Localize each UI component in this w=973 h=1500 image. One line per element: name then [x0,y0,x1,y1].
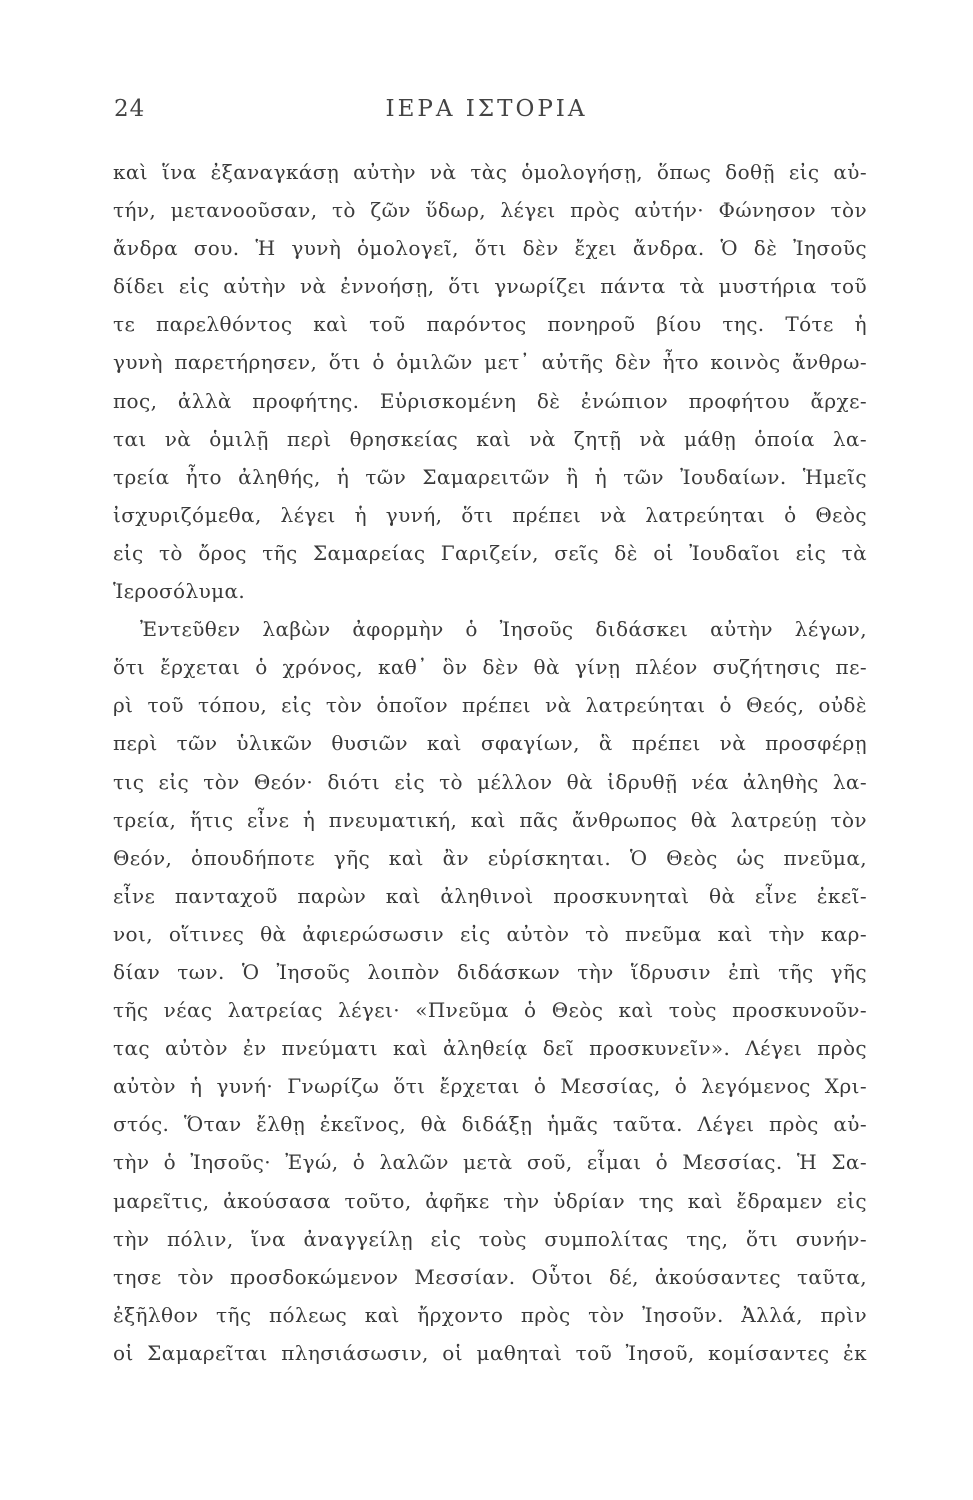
text-line: τας αὐτὸν ἐν πνεύματι καὶ ἀληθείᾳ δεῖ προσκυνεῖν». Λέγει πρὸς [113,1036,867,1061]
text-line: τρεία ἦτο ἀληθής, ἡ τῶν Σαμαρειτῶν ἢ ἡ τῶν Ἰουδαίων. Ἡμεῖς [113,464,867,489]
text-line: ἰσχυριζόμεθα, λέγει ἡ γυνή, ὅτι πρέπει νὰ λατρεύηται ὁ Θεὸς [113,502,867,527]
text-line: στός. Ὅταν ἔλθῃ ἐκεῖνος, θὰ διδάξῃ ἡμᾶς ταῦτα. Λέγει πρὸς αὐ- [113,1112,867,1137]
text-line: Ἐντεῦθεν λαβὼν ἀφορμὴν ὁ Ἰησοῦς διδάσκει αὐτὴν λέγων, [140,617,867,642]
text-line: δίδει εἰς αὐτὴν νὰ ἐννοήσῃ, ὅτι γνωρίζει πάντα τὰ μυστήρια τοῦ [113,274,867,299]
text-line: ὅτι ἔρχεται ὁ χρόνος, καθ᾽ ὃν δὲν θὰ γίνῃ πλέον συζήτησις πε- [113,655,867,680]
text-line: γυνὴ παρετήρησεν, ὅτι ὁ ὁμιλῶν μετ᾽ αὐτῆς δὲν ἦτο κοινὸς ἄνθρω- [113,350,867,375]
text-line: περὶ τῶν ὑλικῶν θυσιῶν καὶ σφαγίων, ἃ πρέπει νὰ προσφέρῃ [113,731,867,756]
text-line: ται νὰ ὁμιλῇ περὶ θρησκείας καὶ νὰ ζητῇ νὰ μάθῃ ὁποία λα- [113,426,867,451]
text-line: ἄνδρα σου. Ἡ γυνὴ ὁμολογεῖ, ὅτι δὲν ἔχει ἄνδρα. Ὁ δὲ Ἰησοῦς [113,236,867,261]
text-line: τῆς νέας λατρείας λέγει· «Πνεῦμα ὁ Θεὸς καὶ τοὺς προσκυνοῦν- [113,998,867,1023]
text-line: τησε τὸν προσδοκώμενον Μεσσίαν. Οὗτοι δέ, ἀκούσαντες ταῦτα, [113,1264,867,1289]
body-text [113,153,867,1372]
text-line: πος, ἀλλὰ προφήτης. Εὑρισκομένη δὲ ἐνώπιον προφήτου ἄρχε- [113,388,867,413]
text-line: τήν, μετανοοῦσαν, τὸ ζῶν ὕδωρ, λέγει πρὸς αὐτήν· Φώνησον τὸν [113,198,867,223]
text-line: αὐτὸν ἡ γυνή· Γνωρίζω ὅτι ἔρχεται ὁ Μεσσίας, ὁ λεγόμενος Χρι- [113,1074,867,1099]
text-line: τὴν πόλιν, ἵνα ἀναγγείλῃ εἰς τοὺς συμπολίτας της, ὅτι συνήν- [113,1226,867,1251]
page-number: 24 [114,96,146,122]
text-line: καὶ ἵνα ἐξαναγκάσῃ αὐτὴν νὰ τὰς ὁμολογήσῃ, ὅπως δοθῇ εἰς αὐ- [113,160,867,184]
text-line: εἶνε πανταχοῦ παρὼν καὶ ἀληθινοὶ προσκυνηταὶ θὰ εἶνε ἐκεῖ- [113,883,867,908]
text-line: εἰς τὸ ὄρος τῆς Σαμαρείας Γαριζείν, σεῖς δὲ οἱ Ἰουδαῖοι εἰς τὰ [113,540,867,565]
text-line: Ἱεροσόλυμα. [113,579,246,604]
text-line: δίαν των. Ὁ Ἰησοῦς λοιπὸν διδάσκων τὴν ἵδρυσιν ἐπὶ τῆς γῆς [113,959,867,984]
text-line: ρὶ τοῦ τόπου, εἰς τὸν ὁποῖον πρέπει νὰ λατρεύηται ὁ Θεός, οὐδὲ [113,693,867,718]
text-line: τὴν ὁ Ἰησοῦς· Ἐγώ, ὁ λαλῶν μετὰ σοῦ, εἶμαι ὁ Μεσσίας. Ἡ Σα- [113,1150,867,1175]
text-line: τρεία, ἥτις εἶνε ἡ πνευματική, καὶ πᾶς ἄνθρωπος θὰ λατρεύῃ τὸν [113,807,867,832]
text-line: ἐξῆλθον τῆς πόλεως καὶ ἤρχοντο πρὸς τὸν Ἰησοῦν. Ἀλλά, πρὶν [113,1302,867,1327]
text-line: τις εἰς τὸν Θεόν· διότι εἰς τὸ μέλλον θὰ ἱδρυθῇ νέα ἀληθὴς λα- [113,769,867,794]
text-line: τε παρελθόντος καὶ τοῦ παρόντος πονηροῦ βίου της. Τότε ἡ [113,312,867,337]
text-line: μαρεῖτις, ἀκούσασα τοῦτο, ἀφῆκε τὴν ὑδρίαν της καὶ ἔδραμεν εἰς [113,1188,867,1213]
text-line: Θεόν, ὁπουδήποτε γῆς καὶ ἂν εὑρίσκηται. Ὁ Θεὸς ὡς πνεῦμα, [113,845,867,870]
text-line: νοι, οἵτινες θὰ ἀφιερώσωσιν εἰς αὐτὸν τὸ πνεῦμα καὶ τὴν καρ- [113,921,867,946]
text-line: οἱ Σαμαρεῖται πλησιάσωσιν, οἱ μαθηταὶ τοῦ Ἰησοῦ, κομίσαντες ἐκ [113,1340,867,1365]
running-title: ΙΕΡΑ ΙΣΤΟΡΙΑ [385,96,588,122]
